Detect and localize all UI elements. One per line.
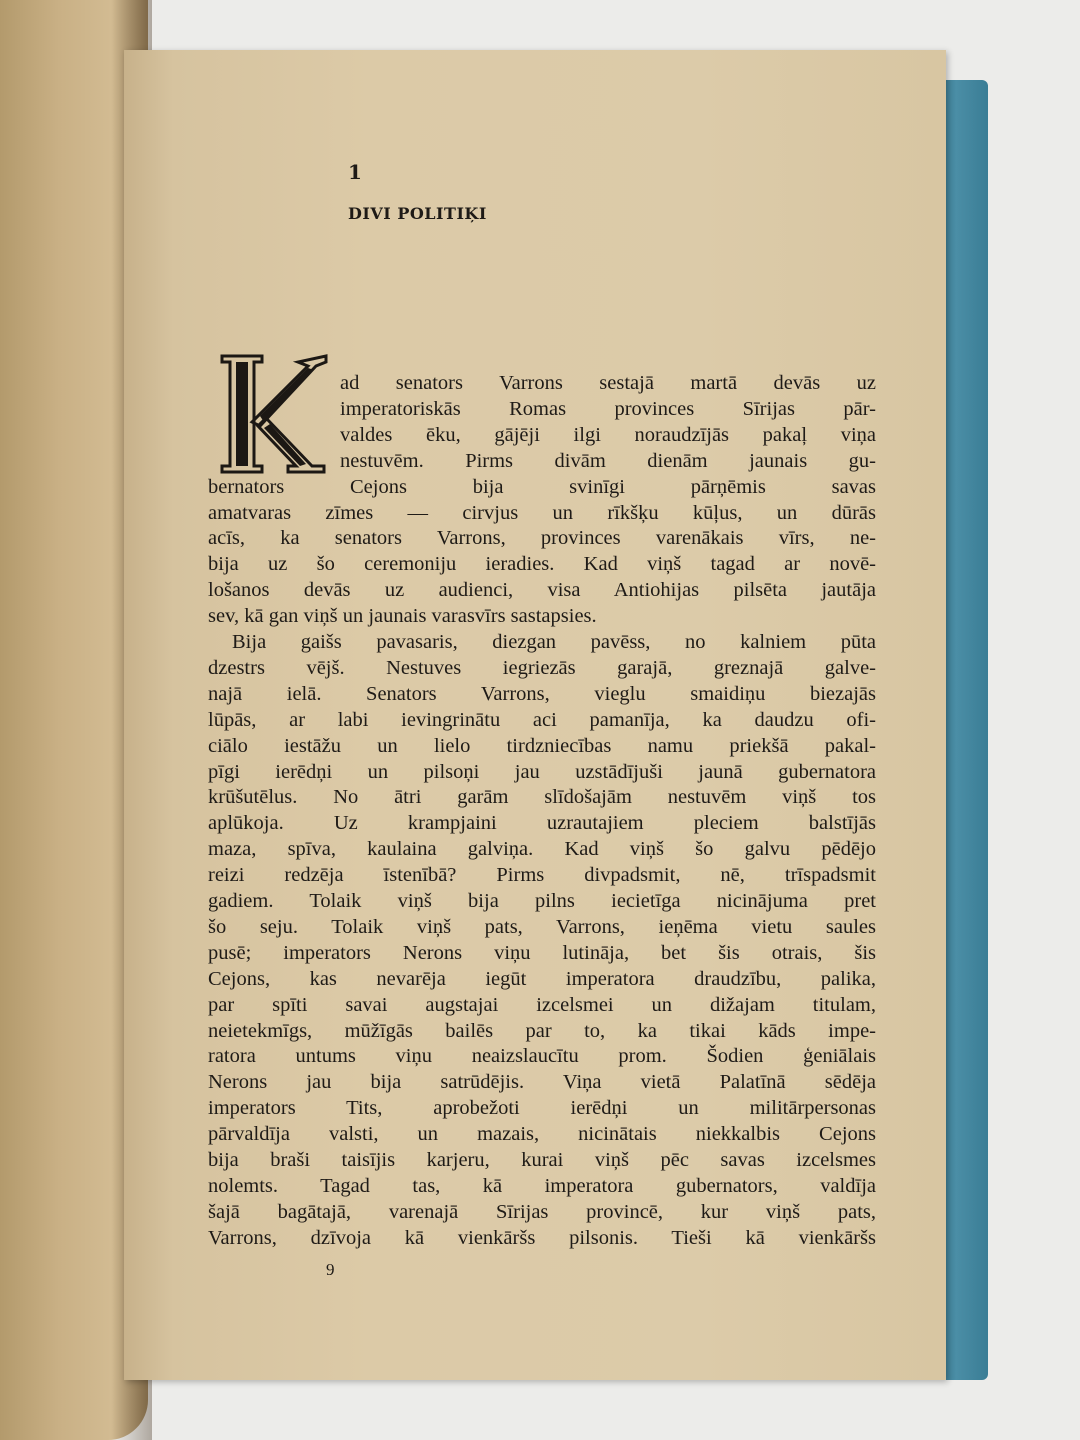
chapter-number: 1 — [348, 160, 362, 184]
text-line: neietekmīgs, mūžīgās bailēs par to, ka tikai kāds impe- — [208, 1019, 876, 1042]
text-line: gadiem. Tolaik viņš bija pilns iecietīga nicinājuma pret — [208, 890, 876, 912]
text-line: valdes ēku, gājēji ilgi noraudzījās pakaļ viņa — [340, 423, 876, 446]
text-line: maza, spīva, kaulaina galviņa. Kad viņš šo galvu pēdējo — [208, 838, 876, 861]
page-number: 9 — [326, 1260, 335, 1279]
drop-cap-k — [216, 348, 332, 480]
text-line: nolemts. Tagad tas, kā imperatora gubernators, valdīja — [208, 1174, 876, 1197]
text-line: Nerons jau bija satrūdējis. Viņa vietā Palatīnā sēdēja — [208, 1071, 876, 1094]
text-line: par spīti savai augstajai izcelsmei un dižajam titulam, — [208, 993, 876, 1016]
text-line: ratora untums viņu neaizslaucītu prom. Šodien ģeniālais — [208, 1045, 876, 1068]
text-line: bernators Cejons bija svinīgi pārņēmis savas — [208, 475, 876, 498]
text-line: Cejons, kas nevarēja iegūt imperatora draudzību, palika, — [208, 967, 876, 990]
text-line: aplūkoja. Uz krampjaini uzrautajiem pleciem balstījās — [208, 812, 876, 835]
book-page — [124, 50, 946, 1380]
text-line: pusē; imperators Nerons viņu lutināja, bet šis otrais, šis — [208, 941, 876, 964]
text-line: amatvaras zīmes — cirvjus un rīkšķu kūļus, un dūrās — [208, 501, 876, 524]
text-line: krūšutēlus. No ātri garām slīdošajām nestuvēm viņš tos — [208, 786, 876, 809]
text-line: sev, kā gan viņš un jaunais varasvīrs sastapsies. — [208, 605, 597, 628]
text-line: pīgi ierēdņi un pilsoņi jau uzstādījuši jaunā gubernatora — [208, 760, 876, 783]
text-line: pārvaldīja valsti, un mazais, nicinātais niekkalbis Cejons — [208, 1123, 876, 1146]
text-line: šo seju. Tolaik viņš pats, Varrons, ieņēma vietu saules — [208, 915, 876, 938]
text-line: Bija gaišs pavasaris, diezgan pavēss, no kalniem pūta — [232, 631, 876, 653]
chapter-title: DIVI POLITIĶI — [348, 204, 487, 223]
text-line: nestuvēm. Pirms divām dienām jaunais gu- — [340, 449, 876, 472]
text-line: reizi redzēja īstenībā? Pirms divpadsmit, nē, trīspadsmit — [208, 864, 876, 887]
text-line: bija uz šo ceremoniju ieradies. Kad viņš tagad ar novē- — [208, 553, 876, 576]
text-line: šajā bagātajā, varenajā Sīrijas provincē, kur viņš pats, — [208, 1200, 876, 1223]
text-line: imperators Tits, aprobežoti ierēdņi un militārpersonas — [208, 1097, 876, 1120]
text-line: imperatoriskās Romas provinces Sīrijas pār- — [340, 397, 876, 420]
text-line: Varrons, dzīvoja kā vienkāršs pilsonis. Tieši kā vienkāršs — [208, 1226, 876, 1249]
text-line: ciālo iestāžu un lielo tirdzniecības namu priekšā pakal- — [208, 734, 876, 757]
text-line: lošanos devās uz audienci, visa Antiohijas pilsēta jautāja — [208, 579, 876, 602]
text-line: bija braši taisījis karjeru, kurai viņš pēc savas izcelsmes — [208, 1149, 876, 1171]
text-line: acīs, ka senators Varrons, provinces varenākais vīrs, ne- — [208, 527, 876, 550]
text-line: najā ielā. Senators Varrons, vieglu smaidiņu biezajās — [208, 682, 876, 705]
text-line: ad senators Varrons sestajā martā devās uz — [340, 372, 876, 394]
text-line: dzestrs vējš. Nestuves iegriezās garajā, greznajā galve- — [208, 656, 876, 679]
text-line: lūpās, ar labi ievingrinātu aci pamanīja, ka daudzu ofi- — [208, 708, 876, 731]
